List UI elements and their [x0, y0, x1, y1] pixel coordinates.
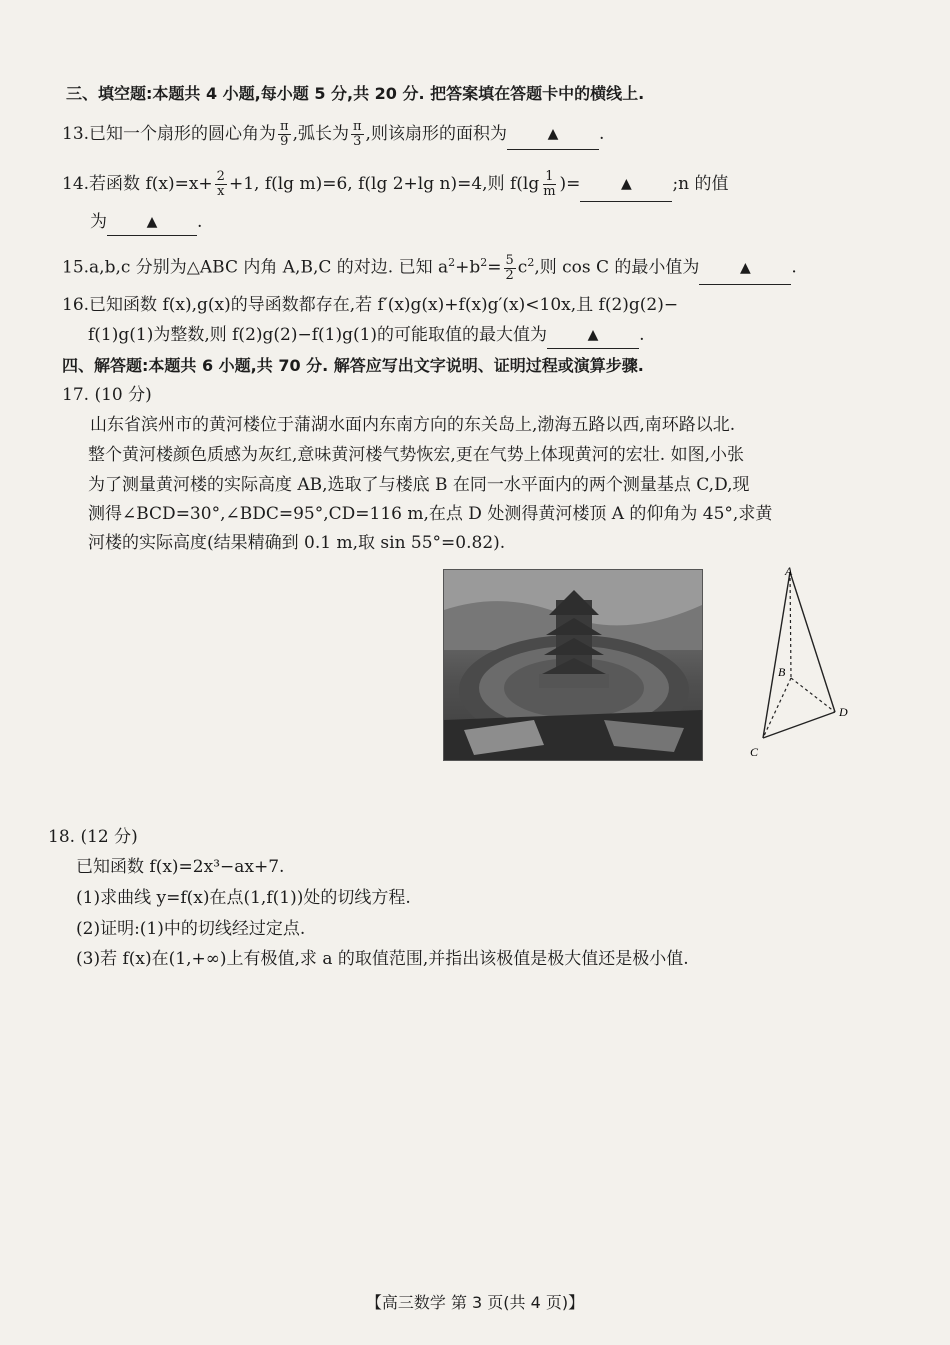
triangle-marker-icon: ▲	[146, 214, 158, 230]
q14-fraction-b	[541, 170, 557, 199]
q14-text-d: ;n 的值	[672, 174, 729, 194]
q15-text-d: c	[517, 257, 528, 278]
tetrahedron-diagram	[745, 560, 860, 765]
section4-heading: 四、解答题:本题共 6 小题,共 70 分. 解答应写出文字说明、证明过程或演算步骤.	[62, 356, 644, 375]
q14-frac2-den: m	[543, 184, 556, 199]
q15-text-e: ,则 cos C 的最小值为	[534, 257, 700, 278]
triangle-marker-icon: ▲	[587, 327, 599, 343]
q16-number: 16.	[62, 295, 90, 315]
q17-line-3: 为了测量黄河楼的实际高度 AB,选取了与楼底 B 在同一水平面内的两个测量基点 C,D,现	[88, 475, 750, 495]
triangle-marker-icon: ▲	[621, 176, 632, 192]
q15-fraction	[504, 254, 516, 283]
question-14	[62, 168, 729, 202]
edge-AD	[790, 572, 835, 712]
q13-text-a: 已知一个扇形的圆心角为	[89, 124, 277, 144]
triangle-marker-icon: ▲	[740, 259, 751, 276]
q17-line-2: 整个黄河楼颜色质感为灰红,意味黄河楼气势恢宏,更在气势上体现黄河的宏壮. 如图,小张	[88, 445, 745, 465]
q14-frac1-num: 2	[216, 169, 225, 184]
yellow-river-tower-photo	[443, 569, 703, 761]
q14-answer-blank-2[interactable]	[107, 210, 197, 236]
q13-frac2-num: π	[353, 119, 362, 134]
question-16	[62, 293, 678, 317]
q16-line2-text: f(1)g(1)为整数,则 f(2)g(2)−f(1)g(1)的可能取值的最大值为	[88, 325, 548, 345]
q13-text-b: ,弧长为	[292, 124, 349, 144]
edge-BD	[791, 678, 835, 712]
q18-line-3: (2)证明:(1)中的切线经过定点.	[76, 919, 306, 939]
q14-answer-blank-1[interactable]	[580, 168, 672, 202]
q14-frac1-den: x	[217, 184, 225, 199]
question-14-line2	[90, 210, 202, 236]
label-A: A	[785, 564, 793, 578]
q15-text-b: +b	[455, 257, 481, 278]
q15-frac-den: 2	[505, 267, 514, 283]
q15-text-a: a,b,c 分别为△ABC 内角 A,B,C 的对边. 已知 a	[89, 257, 449, 278]
q14-end: .	[197, 212, 203, 232]
section3-heading: 三、填空题:本题共 4 小题,每小题 5 分,共 20 分. 把答案填在答题卡中的横线上.	[66, 84, 645, 103]
edge-CD	[763, 712, 835, 738]
q18-line-1: 已知函数 f(x)=2x³−ax+7.	[76, 857, 285, 877]
label-D: D	[839, 705, 848, 719]
q17-line-5: 河楼的实际高度(结果精确到 0.1 m,取 sin 55°=0.82).	[88, 533, 506, 553]
q15-number: 15.	[62, 257, 90, 278]
page-footer: 【高三数学 第 3 页(共 4 页)】	[365, 1293, 585, 1312]
edge-AB	[790, 572, 791, 678]
q14-number: 14.	[62, 174, 90, 194]
q13-text-c: ,则该扇形的面积为	[365, 124, 507, 144]
question-15: 15.a,b,c 分别为△ABC 内角 A,B,C 的对边. 已知 $a^2+b^2=$ $\frac{5}{2}$ $c^2$,则 cos C 的最小值为 ▲ .	[62, 252, 797, 283]
q18-line-4: (3)若 f(x)在(1,+∞)上有极值,求 a 的取值范围,并指出该极值是极大值还是极小值.	[76, 949, 689, 969]
q17-number: 17. (10 分)	[62, 385, 152, 405]
q13-end: .	[598, 124, 605, 144]
triangle-marker-icon: ▲	[547, 126, 559, 142]
q14-text-a: 若函数 f(x)=x+	[89, 174, 213, 194]
q18-number: 18. (12 分)	[48, 827, 138, 847]
q14-frac2-num: 1	[545, 169, 554, 184]
q16-line1: 已知函数 f(x),g(x)的导函数都存在,若 f′(x)g(x)+f(x)g′(x)<10x,且 f(2)g(2)−	[89, 295, 679, 315]
q14-fraction-a	[215, 170, 227, 199]
q15-frac-num: 5	[505, 252, 514, 268]
tower-photo-illustration	[444, 570, 702, 760]
q14-line2-text: 为	[90, 212, 107, 232]
question-16-line2	[88, 323, 644, 349]
q15-text-c: =	[487, 257, 502, 278]
q13-answer-blank[interactable]	[507, 120, 599, 150]
question-13	[62, 120, 604, 150]
q15-answer-blank[interactable]	[699, 253, 791, 285]
q16-end: .	[639, 325, 645, 345]
q13-number: 13.	[62, 124, 90, 144]
q13-fraction-angle	[278, 120, 291, 149]
q13-fraction-arc	[351, 120, 364, 149]
q14-text-c: )=	[559, 174, 581, 194]
q16-answer-blank[interactable]	[547, 323, 639, 349]
q15-end: .	[791, 257, 797, 278]
label-C: C	[750, 745, 759, 759]
q13-frac2-den: 3	[353, 134, 362, 149]
q18-line-2: (1)求曲线 y=f(x)在点(1,f(1))处的切线方程.	[76, 888, 411, 908]
q13-frac1-num: π	[280, 119, 289, 134]
label-B: B	[778, 665, 786, 679]
q13-frac1-den: 9	[280, 134, 289, 149]
q17-line-1: 山东省滨州市的黄河楼位于蒲湖水面内东南方向的东关岛上,渤海五路以西,南环路以北.	[90, 415, 736, 435]
q14-text-b: +1, f(lg m)=6, f(lg 2+lg n)=4,则 f(lg	[228, 174, 540, 194]
edge-AC	[763, 572, 790, 738]
q17-line-4: 测得∠BCD=30°,∠BDC=95°,CD=116 m,在点 D 处测得黄河楼顶 A 的仰角为 45°,求黄	[88, 504, 773, 524]
